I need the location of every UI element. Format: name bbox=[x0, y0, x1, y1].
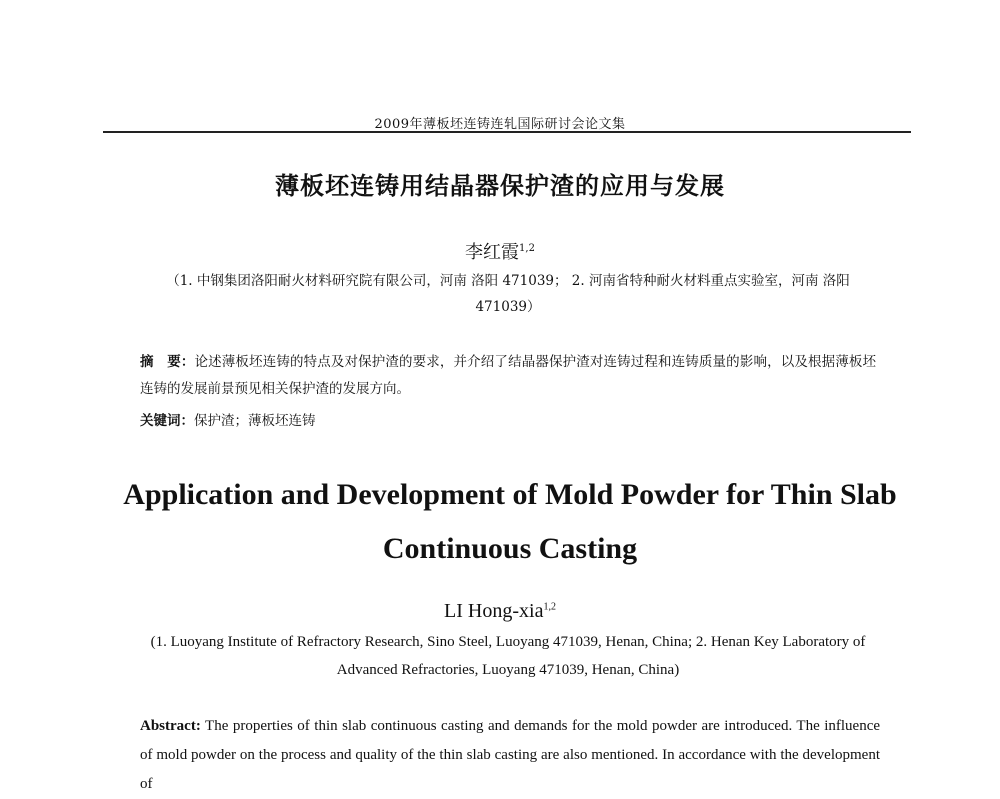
chinese-keywords-text: 保护渣；薄板坯连铸 bbox=[194, 413, 316, 429]
chinese-keywords bbox=[140, 408, 876, 435]
chinese-abstract-text: 论述薄板坯连铸的特点及对保护渣的要求，并介绍了结晶器保护渣对连铸过程和连铸质量的影响，以及根据薄板坯连铸的发展前景预见相关保护渣的发展方向。 bbox=[140, 354, 877, 397]
chinese-author-sup: 1,2 bbox=[519, 243, 535, 254]
english-abstract-text: The properties of thin slab continuous casting and demands for the mold powder are introduced. The influence of mold powder on the process and quality of the thin slab casting are also mentioned. In accordance with the development of bbox=[140, 718, 881, 792]
chinese-keywords-label: 关键词： bbox=[140, 413, 194, 429]
english-abstract-label: Abstract: bbox=[140, 718, 201, 734]
english-affiliation: (1. Luoyang Institute of Refractory Research, Sino Steel, Luoyang 471039, Henan, China; 2. Henan Key Laboratory of Advanced Refractories, Luoyang 471039, Henan, China) bbox=[150, 634, 866, 678]
chinese-title: 薄板坯连铸用结晶器保护渣的应用与发展 bbox=[275, 172, 725, 200]
english-author-name: LI Hong-xia bbox=[444, 600, 544, 622]
chinese-abstract bbox=[140, 349, 876, 403]
english-abstract bbox=[140, 712, 880, 799]
chinese-affiliation: （1. 中钢集团洛阳耐火材料研究院有限公司，河南 洛阳 471039； 2. 河南省特种耐火材料重点实验室，河南 洛阳 471039） bbox=[166, 273, 850, 315]
english-title: Application and Development of Mold Powder for Thin Slab Continuous Casting bbox=[123, 478, 897, 565]
header-rule bbox=[103, 131, 911, 133]
chinese-author bbox=[0, 238, 1000, 264]
chinese-abstract-label: 摘 要： bbox=[140, 354, 195, 370]
english-author bbox=[0, 600, 1000, 623]
running-header: 2009年薄板坯连铸连轧国际研讨会论文集 bbox=[374, 117, 626, 132]
chinese-author-name: 李红霞 bbox=[465, 242, 520, 263]
english-author-sup: 1,2 bbox=[543, 601, 556, 613]
